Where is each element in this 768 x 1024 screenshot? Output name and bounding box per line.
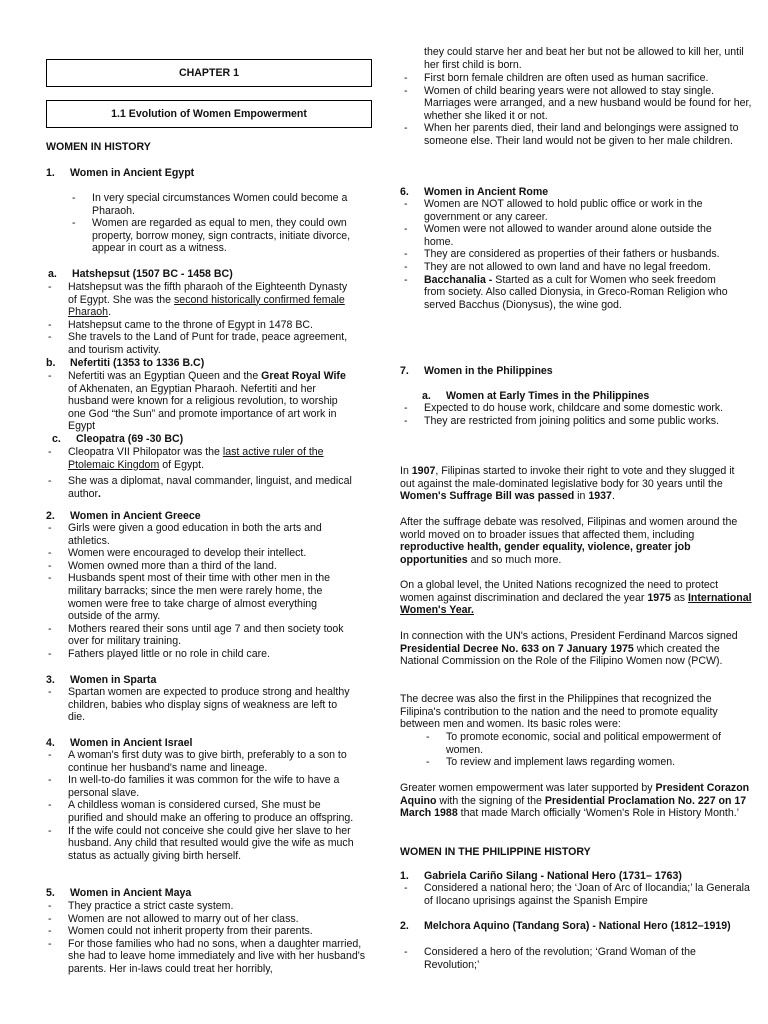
egypt-num: 1.	[46, 167, 55, 179]
philippines-title: Women in the Philippines	[424, 365, 553, 377]
list-item: - Mothers reared their sons until age 7 and then society took over for military training.	[44, 623, 354, 648]
early-times-title: Women at Early Times in the Philippines	[446, 390, 650, 402]
underlined-text: last active ruler of the Ptolemaic Kingdom	[68, 446, 324, 471]
hatshepsut-list	[44, 281, 354, 357]
silang-title: Gabriela Cariño Silang - National Hero (1731– 1763)	[424, 870, 682, 882]
list-item: - In very special circumstances Women could become a Pharaoh.	[68, 192, 374, 217]
list-item: - Considered a national hero; the ‘Joan of Arc of Ilocandia;’ la Generala of Ilocano uprisings against the Spanish Empire	[400, 882, 752, 907]
early-times-heading	[422, 390, 649, 403]
hatshepsut-title: Hatshepsut (1507 BC - 1458 BC)	[72, 268, 233, 280]
paragraph-un: On a global level, the United Nations recognized the need to protect women against discrimination and declared the year 1975 as International Women's Year.	[400, 579, 752, 617]
list-item: - If the wife could not conceive she could give her slave to her husband. Any child that resulted would give the wife as much status as actually giving birth herself.	[44, 825, 354, 863]
bacchanalia-label: Bacchanalia -	[424, 273, 493, 286]
list-item: - They are considered as properties of their fathers or husbands.	[400, 248, 730, 261]
list-item: - Fathers played little or no role in child care.	[44, 648, 354, 661]
list-item: - Nefertiti was an Egyptian Queen and the Great Royal Wife of Akhenaten, an Egyptian Pharaoh. Nefertiti and her husband were known for a religious revolution, to worship one God “the Sun” and promote importance of art work in Egypt	[44, 370, 354, 433]
egypt-list	[68, 192, 374, 255]
paragraph-aquino: Greater women empowerment was later supported by President Corazon Aquino with the signing of the Presidential Proclamation No. 227 on 17 March 1988 that made March officially ‘Women's Role in History Month.’	[400, 782, 750, 820]
egypt-title: Women in Ancient Egypt	[70, 167, 195, 179]
rome-heading	[400, 186, 548, 199]
list-item: - Girls were given a good education in both the arts and athletics.	[44, 522, 354, 547]
section-title-box	[46, 100, 372, 128]
list-item: - She was a diplomat, naval commander, linguist, and medical author.	[44, 475, 354, 500]
greece-title: Women in Ancient Greece	[70, 510, 201, 522]
rome-num: 6.	[400, 186, 409, 198]
maya-list	[44, 900, 370, 976]
israel-title: Women in Ancient Israel	[70, 737, 193, 749]
paragraph-suffrage: After the suffrage debate was resolved, Filipinas and women around the world moved on to broader issues that affected them, including reproductive health, gender equality, violence, greater job opportunities and so much more.	[400, 516, 738, 566]
greece-heading	[46, 510, 201, 523]
list-item: - Women were not allowed to wander around alone outside the home.	[400, 223, 730, 248]
maya-heading	[46, 887, 191, 900]
paragraph-decree: The decree was also the first in the Philippines that recognized the Filipina's contribution to the nation and the need to promote equality between men and women. Its basic roles were:	[400, 693, 718, 731]
nefertiti-num: b.	[46, 357, 56, 369]
list-item: - A woman's first duty was to give birth, preferably to a son to continue her husband's name and lineage.	[44, 749, 354, 774]
aquino-num: 2.	[400, 920, 409, 932]
aquino-title: Melchora Aquino (Tandang Sora) - National Hero (1812–1919)	[424, 920, 731, 932]
list-item: - Husbands spent most of their time with other men in the military barracks; since the men were rarely home, the women were free to take charge of almost everything outside of the army.	[44, 572, 354, 622]
list-item: - They are not allowed to own land and have no legal freedom.	[400, 261, 730, 274]
cleopatra-title: Cleopatra (69 -30 BC)	[76, 433, 184, 445]
list-item: - Women could not inherit property from their parents.	[44, 925, 370, 938]
list-item: - They practice a strict caste system.	[44, 900, 370, 913]
rome-list	[400, 198, 730, 311]
decree-roles-list	[422, 731, 752, 769]
list-item: - Expected to do house work, childcare and some domestic work.	[400, 402, 730, 415]
silang-list	[400, 882, 752, 907]
list-item: - Women are regarded as equal to men, they could own property, borrow money, sign contracts, initiate divorce, appear in court as a witness.	[68, 217, 374, 255]
list-item: - To promote economic, social and political empowerment of women.	[422, 731, 752, 756]
philippine-history-heading: WOMEN IN THE PHILIPPINE HISTORY	[400, 846, 591, 858]
list-item: - Bacchanalia - Started as a cult for Women who seek freedom from society. Also called Dionysia, in Greco-Roman Religion who served Bacchus (Dionysus), the wine god.	[400, 274, 730, 312]
list-item: - To review and implement laws regarding women.	[422, 756, 752, 769]
list-item: - Women were encouraged to develop their intellect.	[44, 547, 354, 560]
womens-year-link-text: International Women's Year.	[400, 591, 752, 617]
list-item: - Considered a hero of the revolution; ‘Grand Woman of the Revolution;’	[400, 946, 752, 971]
greece-list	[44, 522, 354, 661]
nefertiti-list	[44, 370, 354, 433]
philippines-num: 7.	[400, 365, 409, 377]
list-item: - When her parents died, their land and belongings were assigned to someone else. Their land would not be given to her male children.	[400, 122, 754, 147]
silang-heading	[400, 870, 752, 883]
maya-continued-list	[400, 72, 754, 148]
sparta-list	[44, 686, 354, 724]
maya-num: 5.	[46, 887, 55, 899]
aquino-list	[400, 946, 752, 971]
chapter-title: CHAPTER 1	[178, 67, 240, 79]
israel-num: 4.	[46, 737, 55, 749]
chapter-title-box	[46, 59, 372, 87]
israel-heading	[46, 737, 192, 750]
paragraph-1907: In 1907, Filipinas started to invoke their right to vote and they slugged it out against the male-dominated legislative body for 30 years until the Women's Suffrage Bill was passed in 1937.	[400, 465, 735, 503]
cleopatra-num: c.	[52, 433, 61, 445]
early-times-list	[400, 402, 730, 427]
list-item: - A childless woman is considered cursed, She must be purified and should make an offering to produce an offspring.	[44, 799, 354, 824]
underlined-text: second historically confirmed female Pharaoh	[68, 293, 345, 319]
paragraph-marcos: In connection with the UN's actions, President Ferdinand Marcos signed Presidential Decree No. 633 on 7 January 1975 which created the National Commission on the Role of the Filipino Women now (PCW).	[400, 630, 738, 668]
list-item: - In well-to-do families it was common for the wife to have a personal slave.	[44, 774, 354, 799]
philippines-heading	[400, 365, 553, 378]
maya-continued-text: they could starve her and beat her but not be allowed to kill her, until her first child is born.	[424, 46, 744, 71]
list-item: - She travels to the Land of Punt for trade, peace agreement, and tourism activity.	[44, 331, 354, 356]
list-item: - Cleopatra VII Philopator was the last active ruler of the Ptolemaic Kingdom of Egypt.	[44, 446, 354, 471]
bold-text: Great Royal Wife	[261, 370, 346, 382]
list-item: - For those families who had no sons, when a daughter married, she had to leave home immediately and live with her husband's parents. Her in-laws could treat her horribly,	[44, 938, 370, 976]
israel-list	[44, 749, 354, 862]
list-item: - They are restricted from joining politics and some public works.	[400, 415, 730, 428]
nefertiti-title: Nefertiti (1353 to 1336 B.C)	[70, 357, 205, 369]
hatshepsut-num: a.	[48, 268, 57, 280]
rome-title: Women in Ancient Rome	[424, 186, 549, 198]
sparta-title: Women in Sparta	[70, 674, 157, 686]
egypt-heading	[46, 167, 194, 180]
list-item: - First born female children are often used as human sacrifice.	[400, 72, 754, 85]
list-item: - Hatshepsut was the fifth pharaoh of the Eighteenth Dynasty of Egypt. She was the second historically confirmed female Pharaoh.	[44, 281, 354, 319]
list-item: - Spartan women are expected to produce strong and healthy children, babies who display signs of weakness are left to die.	[44, 686, 354, 724]
women-in-history-heading: WOMEN IN HISTORY	[46, 141, 151, 153]
hatshepsut-heading	[48, 268, 233, 281]
aquino-heading	[400, 920, 754, 933]
greece-num: 2.	[46, 510, 55, 522]
silang-num: 1.	[400, 870, 409, 882]
cleopatra-list	[44, 446, 354, 500]
list-item: - Women of child bearing years were not allowed to stay single. Marriages were arranged, and a new husband would be found for her, whether she liked it or not.	[400, 85, 754, 123]
nefertiti-heading	[46, 357, 204, 370]
list-item: - Women are NOT allowed to hold public office or work in the government or any career.	[400, 198, 730, 223]
cleopatra-heading	[52, 433, 183, 446]
sparta-num: 3.	[46, 674, 55, 686]
early-times-num: a.	[422, 390, 431, 402]
section-title: 1.1 Evolution of Women Empowerment	[111, 108, 307, 120]
maya-title: Women in Ancient Maya	[70, 887, 192, 899]
list-item: - Women owned more than a third of the land.	[44, 560, 354, 573]
sparta-heading	[46, 674, 156, 687]
list-item: - Hatshepsut came to the throne of Egypt in 1478 BC.	[44, 319, 354, 332]
list-item: - Women are not allowed to marry out of her class.	[44, 913, 370, 926]
